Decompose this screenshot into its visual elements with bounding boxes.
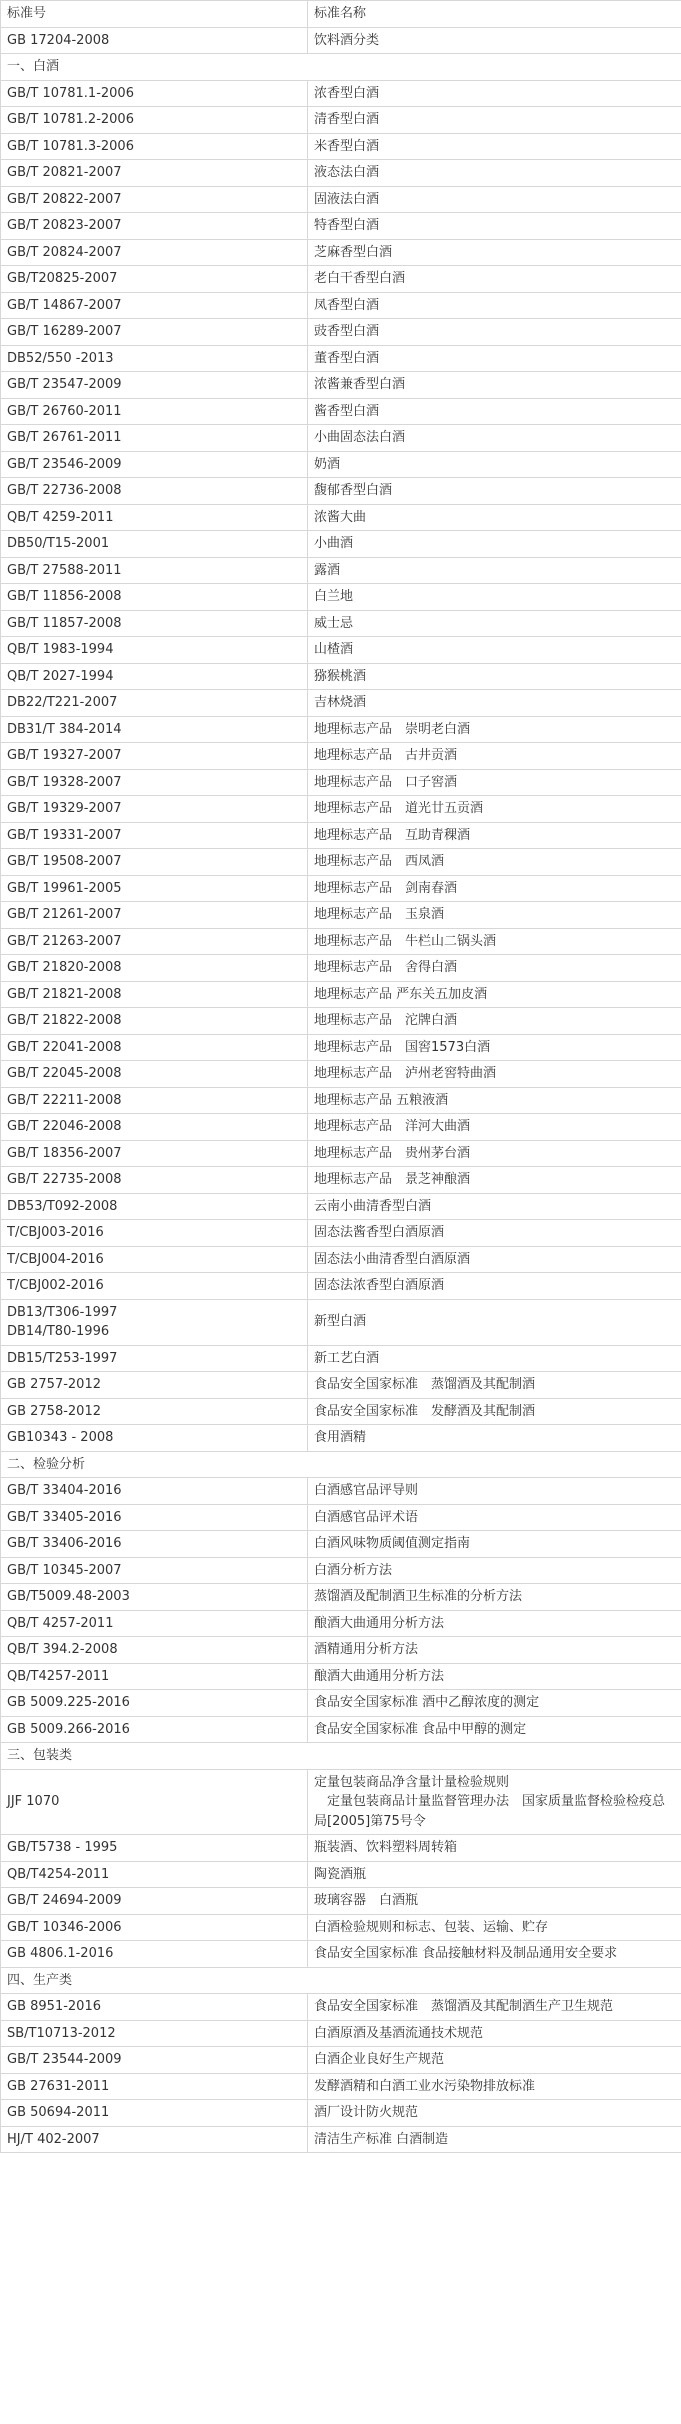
standard-code-cell: GB/T 26760-2011 — [1, 398, 308, 425]
standard-name-cell: 小曲固态法白酒 — [308, 425, 681, 452]
table-row — [1, 2100, 681, 2127]
standard-name-cell: 食品安全国家标准 蒸馏酒及其配制酒 — [308, 1372, 681, 1399]
table-row — [1, 955, 681, 982]
standard-code-cell: T/CBJ004-2016 — [1, 1246, 308, 1273]
standard-name-cell: 酱香型白酒 — [308, 398, 681, 425]
table-row — [1, 425, 681, 452]
table-row — [1, 716, 681, 743]
standard-code-cell: DB52/550 -2013 — [1, 345, 308, 372]
table-row — [1, 1914, 681, 1941]
table-row — [1, 1372, 681, 1399]
standard-code-cell: GB/T 23546-2009 — [1, 451, 308, 478]
table-row — [1, 1299, 681, 1345]
standard-code-cell: GB/T 22046-2008 — [1, 1114, 308, 1141]
standard-code-cell: GB 50694-2011 — [1, 2100, 308, 2127]
standard-code-cell: GB/T 21261-2007 — [1, 902, 308, 929]
table-row — [1, 1167, 681, 1194]
header-row — [1, 1, 681, 28]
standard-code-cell: GB/T 20823-2007 — [1, 213, 308, 240]
standard-code-cell: DB53/T092-2008 — [1, 1193, 308, 1220]
table-row — [1, 1835, 681, 1862]
standard-code-cell: GB/T 33404-2016 — [1, 1478, 308, 1505]
standard-code-cell: GB/T 22041-2008 — [1, 1034, 308, 1061]
standard-code-cell: DB50/T15-2001 — [1, 531, 308, 558]
table-row — [1, 1008, 681, 1035]
table-row — [1, 2047, 681, 2074]
table-row — [1, 186, 681, 213]
standard-code-cell: GB/T5009.48-2003 — [1, 1584, 308, 1611]
table-row — [1, 1504, 681, 1531]
standard-name-cell: 地理标志产品 贵州茅台酒 — [308, 1140, 681, 1167]
standard-code-cell: JJF 1070 — [1, 1769, 308, 1835]
standard-name-cell: 地理标志产品 互助青稞酒 — [308, 822, 681, 849]
standard-code-cell: GB/T 11857-2008 — [1, 610, 308, 637]
standard-code-cell: GB 4806.1-2016 — [1, 1941, 308, 1968]
table-row — [1, 319, 681, 346]
standard-code-cell: GB/T 19508-2007 — [1, 849, 308, 876]
standard-name-cell: 食品安全国家标准 食品中甲醇的测定 — [308, 1716, 681, 1743]
standard-code-cell: GB/T 21822-2008 — [1, 1008, 308, 1035]
standard-code-cell: GB/T 19328-2007 — [1, 769, 308, 796]
standard-code-cell: GB 17204-2008 — [1, 27, 308, 54]
standard-code-cell: GB/T 19331-2007 — [1, 822, 308, 849]
standard-name-cell: 清洁生产标准 白酒制造 — [308, 2126, 681, 2153]
standard-code-cell: GB/T 19327-2007 — [1, 743, 308, 770]
table-row — [1, 981, 681, 1008]
table-row — [1, 107, 681, 134]
standard-code-cell: QB/T 2027-1994 — [1, 663, 308, 690]
table-row — [1, 1663, 681, 1690]
standard-name-cell: 浓香型白酒 — [308, 80, 681, 107]
standard-name-cell: 地理标志产品 洋河大曲酒 — [308, 1114, 681, 1141]
table-row — [1, 292, 681, 319]
standard-name-cell: 馥郁香型白酒 — [308, 478, 681, 505]
standard-name-cell: 新型白酒 — [308, 1299, 681, 1345]
table-row — [1, 1610, 681, 1637]
standard-code-cell — [1, 1299, 308, 1345]
table-row — [1, 875, 681, 902]
standard-name-cell: 食品安全国家标准 发酵酒及其配制酒 — [308, 1398, 681, 1425]
table-row — [1, 1557, 681, 1584]
standard-name-cell: 白酒感官品评导则 — [308, 1478, 681, 1505]
standard-name-cell: 地理标志产品 口子窖酒 — [308, 769, 681, 796]
table-row — [1, 531, 681, 558]
table-row — [1, 690, 681, 717]
table-row — [1, 822, 681, 849]
table-row — [1, 902, 681, 929]
standard-code: DB14/T80-1996 — [7, 1324, 110, 1339]
standard-code-cell: T/CBJ002-2016 — [1, 1273, 308, 1300]
standard-name-cell: 地理标志产品 舍得白酒 — [308, 955, 681, 982]
standard-code-cell: GB/T 20824-2007 — [1, 239, 308, 266]
table-row — [1, 2073, 681, 2100]
standard-code-cell: QB/T 394.2-2008 — [1, 1637, 308, 1664]
standard-code-cell: GB/T 20822-2007 — [1, 186, 308, 213]
standard-code-cell: GB/T 10346-2006 — [1, 1914, 308, 1941]
standard-name-cell: 地理标志产品 崇明老白酒 — [308, 716, 681, 743]
table-row — [1, 1531, 681, 1558]
standard-name-cell: 玻璃容器 白酒瓶 — [308, 1888, 681, 1915]
standard-name-cell: 酒厂设计防火规范 — [308, 2100, 681, 2127]
standard-code-cell: GB/T5738 - 1995 — [1, 1835, 308, 1862]
standard-name-cell: 地理标志产品 国窖1573白酒 — [308, 1034, 681, 1061]
section-row-production — [1, 1967, 681, 1994]
standard-code-cell: GB10343 - 2008 — [1, 1425, 308, 1452]
standard-code-cell: GB 8951-2016 — [1, 1994, 308, 2021]
standard-name-cell: 豉香型白酒 — [308, 319, 681, 346]
standard-name-cell: 米香型白酒 — [308, 133, 681, 160]
standard-name: 定量包装商品净含量计量检验规则 — [314, 1774, 510, 1790]
table-row — [1, 160, 681, 187]
table-row — [1, 1716, 681, 1743]
standard-name-cell: 发酵酒精和白酒工业水污染物排放标准 — [308, 2073, 681, 2100]
standard-code-cell: GB/T 19329-2007 — [1, 796, 308, 823]
table-row — [1, 1061, 681, 1088]
standard-code-cell: QB/T 4259-2011 — [1, 504, 308, 531]
table-row — [1, 1034, 681, 1061]
standard-name-cell: 食品安全国家标准 食品接触材料及制品通用安全要求 — [308, 1941, 681, 1968]
standard-name-cell: 老白干香型白酒 — [308, 266, 681, 293]
table-row — [1, 1478, 681, 1505]
table-row — [1, 1246, 681, 1273]
standard-name-cell: 特香型白酒 — [308, 213, 681, 240]
standard-name-cell: 地理标志产品 沱牌白酒 — [308, 1008, 681, 1035]
section-row-inspection-analysis — [1, 1451, 681, 1478]
standard-code-cell: GB 2757-2012 — [1, 1372, 308, 1399]
table-row — [1, 1087, 681, 1114]
standard-code-cell: GB/T 16289-2007 — [1, 319, 308, 346]
standard-name-cell: 液态法白酒 — [308, 160, 681, 187]
standard-code-cell: GB 27631-2011 — [1, 2073, 308, 2100]
standard-code-cell: GB/T 10781.1-2006 — [1, 80, 308, 107]
table-row — [1, 1114, 681, 1141]
table-row — [1, 2126, 681, 2153]
standard-code-cell: GB/T 19961-2005 — [1, 875, 308, 902]
table-row — [1, 584, 681, 611]
standard-code-cell: QB/T 1983-1994 — [1, 637, 308, 664]
standard-name-cell: 浓酱大曲 — [308, 504, 681, 531]
standard-name-cell: 白酒企业良好生产规范 — [308, 2047, 681, 2074]
table-row — [1, 239, 681, 266]
standard-name-cell: 芝麻香型白酒 — [308, 239, 681, 266]
standard-name-cell: 地理标志产品 严东关五加皮酒 — [308, 981, 681, 1008]
standard-code-cell: QB/T4254-2011 — [1, 1861, 308, 1888]
standard-code-cell: SB/T10713-2012 — [1, 2020, 308, 2047]
table-row — [1, 213, 681, 240]
standard-name-cell: 固态法酱香型白酒原酒 — [308, 1220, 681, 1247]
standard-name-cell: 食品安全国家标准 蒸馏酒及其配制酒生产卫生规范 — [308, 1994, 681, 2021]
standard-code-cell: GB/T 21263-2007 — [1, 928, 308, 955]
standard-code-cell: GB/T 27588-2011 — [1, 557, 308, 584]
standard-name-cell: 酿酒大曲通用分析方法 — [308, 1663, 681, 1690]
section-row-packaging — [1, 1743, 681, 1770]
table-row — [1, 557, 681, 584]
standard-code-cell: T/CBJ003-2016 — [1, 1220, 308, 1247]
standard-name-cell: 地理标志产品 道光廿五贡酒 — [308, 796, 681, 823]
table-row — [1, 743, 681, 770]
standard-name-cell: 地理标志产品 古井贡酒 — [308, 743, 681, 770]
table-row — [1, 133, 681, 160]
table-row — [1, 1861, 681, 1888]
standard-code-cell: GB/T 22736-2008 — [1, 478, 308, 505]
standard-name: 定量包装商品计量监督管理办法 国家质量监督检验检疫总局[2005]第75号令 — [314, 1794, 666, 1829]
table-row — [1, 610, 681, 637]
table-row — [1, 2020, 681, 2047]
standard-name-cell: 地理标志产品 西凤酒 — [308, 849, 681, 876]
table-header — [1, 1, 681, 28]
standard-name-cell: 酿酒大曲通用分析方法 — [308, 1610, 681, 1637]
section-title: 三、包装类 — [1, 1743, 681, 1770]
standard-code-cell: GB/T 10345-2007 — [1, 1557, 308, 1584]
standard-code-cell: DB15/T253-1997 — [1, 1345, 308, 1372]
table-row — [1, 849, 681, 876]
standard-code-cell: HJ/T 402-2007 — [1, 2126, 308, 2153]
standard-name-cell: 固态法浓香型白酒原酒 — [308, 1273, 681, 1300]
standard-name-cell: 董香型白酒 — [308, 345, 681, 372]
table-row — [1, 1425, 681, 1452]
standard-code-cell: GB/T 10781.3-2006 — [1, 133, 308, 160]
standard-name-cell: 猕猴桃酒 — [308, 663, 681, 690]
table-body — [1, 27, 681, 2153]
table-row — [1, 1193, 681, 1220]
table-row — [1, 637, 681, 664]
standard-code-cell: GB/T 22045-2008 — [1, 1061, 308, 1088]
table-row — [1, 345, 681, 372]
table-row — [1, 769, 681, 796]
table-row — [1, 663, 681, 690]
standard-code-cell: GB/T 33405-2016 — [1, 1504, 308, 1531]
table-row — [1, 451, 681, 478]
standard-code-cell: GB/T 18356-2007 — [1, 1140, 308, 1167]
header-standard-name: 标准名称 — [308, 1, 681, 28]
standard-name-cell: 白酒检验规则和标志、包装、运输、贮存 — [308, 1914, 681, 1941]
standard-name-cell: 陶瓷酒瓶 — [308, 1861, 681, 1888]
standard-name-cell: 地理标志产品 景芝神酿酒 — [308, 1167, 681, 1194]
standard-name-cell: 地理标志产品 剑南春酒 — [308, 875, 681, 902]
header-standard-code: 标准号 — [1, 1, 308, 28]
standard-name-cell: 地理标志产品 泸州老窖特曲酒 — [308, 1061, 681, 1088]
section-row-baijiu — [1, 54, 681, 81]
standard-code-cell: QB/T4257-2011 — [1, 1663, 308, 1690]
standard-name-cell: 白酒风味物质阈值测定指南 — [308, 1531, 681, 1558]
standard-name-cell: 白酒感官品评术语 — [308, 1504, 681, 1531]
standard-name-cell: 地理标志产品 玉泉酒 — [308, 902, 681, 929]
standard-code-cell: GB/T 20821-2007 — [1, 160, 308, 187]
standard-name-cell: 地理标志产品 五粮液酒 — [308, 1087, 681, 1114]
table-row — [1, 928, 681, 955]
table-row — [1, 1637, 681, 1664]
standard-code-cell: GB 5009.225-2016 — [1, 1690, 308, 1717]
standard-name-cell: 吉林烧酒 — [308, 690, 681, 717]
table-row — [1, 1220, 681, 1247]
standard-name-cell: 白酒分析方法 — [308, 1557, 681, 1584]
table-row — [1, 1690, 681, 1717]
standard-name-cell: 白兰地 — [308, 584, 681, 611]
table-row — [1, 1584, 681, 1611]
standard-code-cell: GB/T20825-2007 — [1, 266, 308, 293]
table-row — [1, 1994, 681, 2021]
standard-code-cell: GB 2758-2012 — [1, 1398, 308, 1425]
standard-code-cell: GB/T 14867-2007 — [1, 292, 308, 319]
standard-code-cell: GB/T 22211-2008 — [1, 1087, 308, 1114]
standard-code-cell: GB/T 22735-2008 — [1, 1167, 308, 1194]
standard-code-cell: GB/T 21821-2008 — [1, 981, 308, 1008]
table-row — [1, 398, 681, 425]
table-row — [1, 1941, 681, 1968]
table-row — [1, 504, 681, 531]
table-row — [1, 80, 681, 107]
standard-name-cell: 瓶装酒、饮料塑料周转箱 — [308, 1835, 681, 1862]
standard-name-cell: 白酒原酒及基酒流通技术规范 — [308, 2020, 681, 2047]
table-row — [1, 796, 681, 823]
standard-code-cell: GB/T 26761-2011 — [1, 425, 308, 452]
standard-code-cell: GB 5009.266-2016 — [1, 1716, 308, 1743]
standard-name-cell: 小曲酒 — [308, 531, 681, 558]
table-row — [1, 372, 681, 399]
standard-name-cell: 酒精通用分析方法 — [308, 1637, 681, 1664]
table-row — [1, 1769, 681, 1835]
table-row — [1, 478, 681, 505]
standard-name-cell: 浓酱兼香型白酒 — [308, 372, 681, 399]
section-title: 一、白酒 — [1, 54, 681, 81]
standard-name-cell: 奶酒 — [308, 451, 681, 478]
standard-name-cell: 食品安全国家标准 酒中乙醇浓度的测定 — [308, 1690, 681, 1717]
standard-code-cell: DB22/T221-2007 — [1, 690, 308, 717]
section-title: 二、检验分析 — [1, 1451, 681, 1478]
table-row — [1, 27, 681, 54]
standard-name-cell — [308, 1769, 681, 1835]
standard-code-cell: GB/T 24694-2009 — [1, 1888, 308, 1915]
table-row — [1, 1888, 681, 1915]
table-row — [1, 1140, 681, 1167]
standard-code-cell: QB/T 4257-2011 — [1, 1610, 308, 1637]
standard-name-cell: 地理标志产品 牛栏山二锅头酒 — [308, 928, 681, 955]
table-row — [1, 1345, 681, 1372]
section-title: 四、生产类 — [1, 1967, 681, 1994]
standard-name-cell: 云南小曲清香型白酒 — [308, 1193, 681, 1220]
standard-name-cell: 饮料酒分类 — [308, 27, 681, 54]
standard-code: DB13/T306-1997 — [7, 1304, 118, 1320]
standard-name-cell: 露酒 — [308, 557, 681, 584]
standard-name-cell: 固态法小曲清香型白酒原酒 — [308, 1246, 681, 1273]
standard-name-cell: 蒸馏酒及配制酒卫生标准的分析方法 — [308, 1584, 681, 1611]
standard-code-cell: GB/T 21820-2008 — [1, 955, 308, 982]
standard-code-cell: GB/T 23544-2009 — [1, 2047, 308, 2074]
standard-code-cell: GB/T 10781.2-2006 — [1, 107, 308, 134]
table-row — [1, 1398, 681, 1425]
standard-name-cell: 威士忌 — [308, 610, 681, 637]
standard-code-cell: DB31/T 384-2014 — [1, 716, 308, 743]
standard-name-cell: 固液法白酒 — [308, 186, 681, 213]
standard-name-cell: 食用酒精 — [308, 1425, 681, 1452]
table-row — [1, 1273, 681, 1300]
standard-name-cell: 新工艺白酒 — [308, 1345, 681, 1372]
standard-name-cell: 凤香型白酒 — [308, 292, 681, 319]
standard-code-cell: GB/T 11856-2008 — [1, 584, 308, 611]
standard-code-cell: GB/T 33406-2016 — [1, 1531, 308, 1558]
standard-name-cell: 山楂酒 — [308, 637, 681, 664]
standard-name-cell: 清香型白酒 — [308, 107, 681, 134]
table-row — [1, 266, 681, 293]
standard-code-cell: GB/T 23547-2009 — [1, 372, 308, 399]
